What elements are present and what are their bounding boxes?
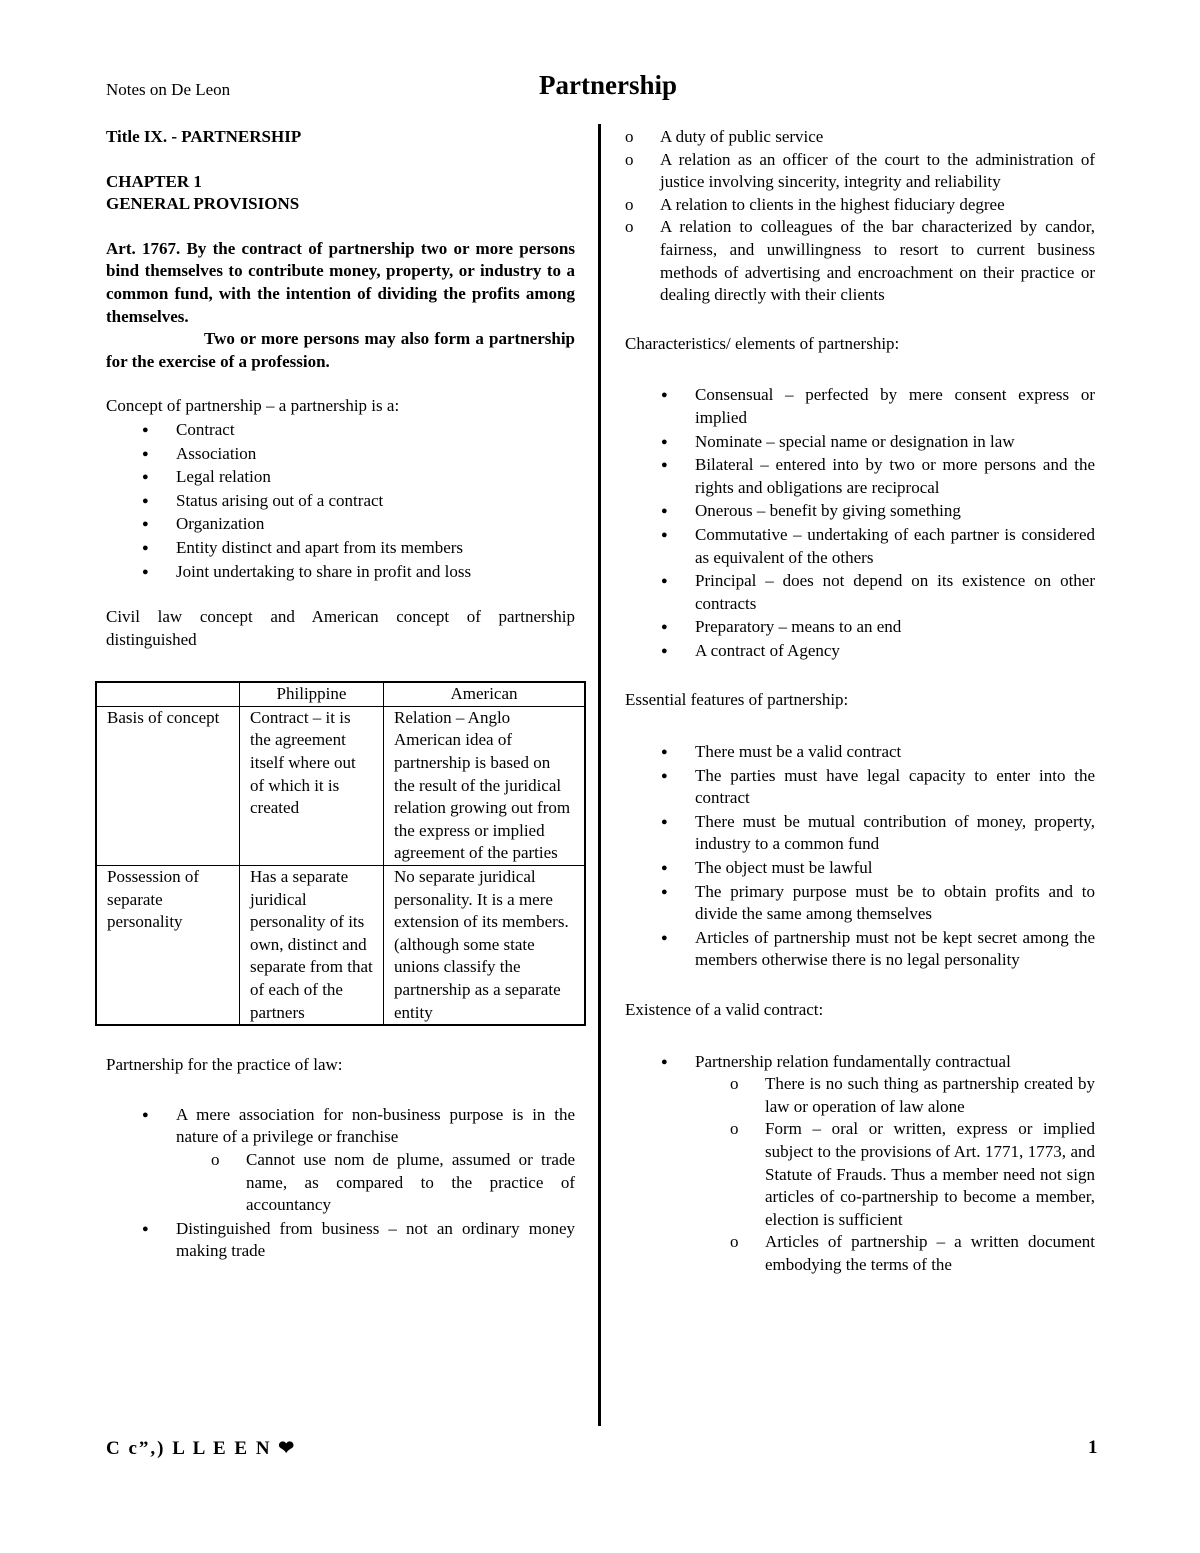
list-item: ● Articles of partnership must not be kept secret among the members otherwise there is no legal personality	[625, 927, 1095, 972]
law-practice-list	[106, 1104, 575, 1263]
sub-list-item: o Form – oral or written, express or implied subject to the provisions of Art. 1771, 1773, and Statute of Frauds. Thus a member need not sign articles of co-partnership to become a member, election is sufficient	[695, 1118, 1095, 1231]
right-column	[625, 126, 1095, 1278]
chapter-heading: CHAPTER 1	[106, 171, 202, 191]
list-item: ● Contract	[106, 419, 575, 442]
list-item: ● Legal relation	[106, 466, 575, 489]
list-item-text: Partnership relation fundamentally contractual	[695, 1051, 1011, 1071]
column-divider	[598, 124, 601, 1426]
list-item: ● Commutative – undertaking of each partner is considered as equivalent of the others	[625, 524, 1095, 569]
footer-signature: C c”,) L L E E N ❤	[106, 1438, 297, 1459]
article-paragraph-1: Art. 1767. By the contract of partnership two or more persons bind themselves to contribute money, property, or industry to a common fund, with the intention of dividing the profits among themselves.	[106, 238, 575, 326]
table-cell: Possession of separate personality	[96, 866, 240, 1026]
list-item: ● Status arising out of a contract	[106, 490, 575, 513]
list-item: ● Joint undertaking to share in profit and loss	[106, 561, 575, 584]
essential-features-heading: Essential features of partnership:	[625, 690, 849, 710]
list-item: ● Nominate – special name or designation in law	[625, 431, 1095, 454]
list-item: ● The primary purpose must be to obtain profits and to divide the same among themselves	[625, 881, 1095, 926]
title-heading: Title IX. - PARTNERSHIP	[106, 127, 302, 146]
list-item: ● The parties must have legal capacity to enter into the contract	[625, 765, 1095, 810]
table-header-row	[96, 682, 585, 706]
essential-features-list	[625, 741, 1095, 972]
table-cell: Relation – Anglo American idea of partnership is based on the result of the juridical relation growing out from the express or implied agreement of the parties	[384, 706, 586, 865]
characteristics-list	[625, 384, 1095, 662]
civil-american-heading: Civil law concept and American concept of partnership distinguished	[106, 607, 575, 649]
list-item: ● There must be mutual contribution of money, property, industry to a common fund	[625, 811, 1095, 856]
table-cell: Basis of concept	[96, 706, 240, 865]
law-practice-heading: Partnership for the practice of law:	[106, 1055, 343, 1075]
list-item: ● Organization	[106, 513, 575, 536]
list-item: ● A contract of Agency	[625, 640, 1095, 663]
list-item: ● Distinguished from business – not an ordinary money making trade	[106, 1218, 575, 1263]
valid-contract-heading: Existence of a valid contract:	[625, 1000, 824, 1019]
sub-list-item: o A relation to clients in the highest fiduciary degree	[519, 194, 1095, 217]
list-item: ● Preparatory – means to an end	[625, 616, 1095, 639]
list-item: ● Association	[106, 443, 575, 466]
table-header-cell	[96, 682, 240, 706]
table-header-cell: Philippine	[240, 682, 384, 706]
characteristics-heading: Characteristics/ elements of partnership:	[625, 333, 900, 353]
sub-list-item: o Articles of partnership – a written document embodying the terms of the	[695, 1231, 1095, 1276]
concept-intro: Concept of partnership – a partnership is a:	[106, 396, 400, 416]
sub-list-item: o There is no such thing as partnership created by law or operation of law alone	[695, 1073, 1095, 1118]
valid-contract-list	[625, 1051, 1095, 1277]
chapter-subheading: GENERAL PROVISIONS	[106, 194, 300, 214]
concept-list	[106, 419, 575, 583]
left-column	[106, 126, 575, 1264]
list-item	[106, 1104, 575, 1217]
table-row	[96, 706, 585, 865]
sub-list-item: o A relation to colleagues of the bar characterized by candor, fairness, and unwillingness to resort to current business methods of advertising and encroachment on their practice or dealing directly with their clients	[519, 216, 1095, 306]
comparison-table	[95, 681, 586, 1026]
table-row	[96, 866, 585, 1026]
sub-list-item: o A relation as an officer of the court to the administration of justice involving sincerity, integrity and reliability	[519, 149, 1095, 194]
list-item: ● Entity distinct and apart from its members	[106, 537, 575, 560]
page-number: 1	[1088, 1437, 1098, 1458]
list-item: ● The object must be lawful	[625, 857, 1095, 880]
sub-list	[176, 1149, 575, 1217]
table-cell: Has a separate juridical personality of its own, distinct and separate from that of each of the partners	[240, 866, 384, 1026]
list-item: ● Onerous – benefit by giving something	[625, 500, 1095, 523]
list-item-text: A mere association for non-business purpose is in the nature of a privilege or franchise	[176, 1104, 575, 1147]
list-item: ● Principal – does not depend on its existence on other contracts	[625, 570, 1095, 615]
list-item: ● There must be a valid contract	[625, 741, 1095, 764]
law-practice-continued-list	[519, 126, 1095, 307]
sub-list-item: o Cannot use nom de plume, assumed or trade name, as compared to the practice of accountancy	[176, 1149, 575, 1217]
list-item	[625, 1051, 1095, 1277]
sub-list	[695, 1073, 1095, 1276]
header-notes-label: Notes on De Leon	[106, 80, 231, 99]
table-cell: Contract – it is the agreement itself where out of which it is created	[240, 706, 384, 865]
list-item: ● Bilateral – entered into by two or more persons and the rights and obligations are reciprocal	[625, 454, 1095, 499]
table-header-cell: American	[384, 682, 586, 706]
table-cell: No separate juridical personality. It is a mere extension of its members. (although some state unions classify the partnership as a separate entity	[384, 866, 586, 1026]
sub-list-item: o A duty of public service	[519, 126, 1095, 149]
page-title: Partnership	[539, 70, 677, 100]
list-item: ● Consensual – perfected by mere consent express or implied	[625, 384, 1095, 429]
article-paragraph-2: Two or more persons may also form a partnership for the exercise of a profession.	[106, 329, 575, 371]
